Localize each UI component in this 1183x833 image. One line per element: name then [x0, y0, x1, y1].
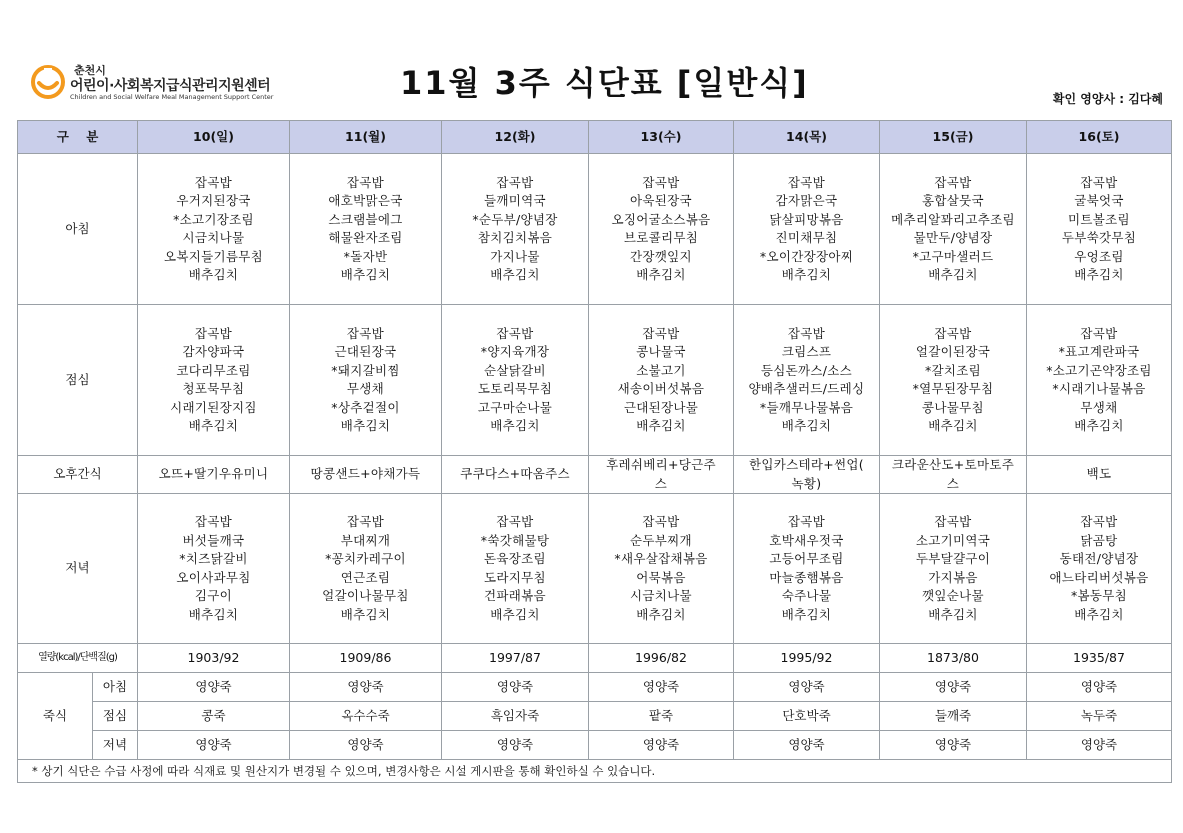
menu-item: 소불고기 — [636, 362, 686, 378]
breakfast-row — [18, 154, 1172, 305]
menu-item: 잡곡밥 — [934, 325, 972, 341]
kcal-cell: 1873/80 — [880, 644, 1027, 673]
snack-menu-cell — [290, 456, 442, 494]
porridge-cell: 옥수수죽 — [290, 702, 442, 731]
snack-menu-cell — [1027, 456, 1172, 494]
menu-item: 우거지된장국 — [176, 193, 251, 208]
menu-item: 감자맑은국 — [775, 193, 838, 208]
porridge-cell: 흑임자죽 — [442, 702, 589, 731]
porridge-cell: 영양죽 — [1027, 673, 1172, 702]
menu-item: 두부달걀구이 — [915, 551, 991, 566]
menu-item: 김구이 — [194, 588, 233, 603]
menu-item: *순두부/양념장 — [472, 211, 558, 227]
menu-item: 잡곡밥 — [787, 514, 826, 529]
day-header: 15(금) — [880, 121, 1027, 154]
porridge-cell: 영양죽 — [1027, 731, 1172, 760]
menu-item: 숙주나물 — [781, 588, 832, 603]
porridge-meal-label: 저녁 — [93, 731, 138, 760]
menu-item: 진미채무침 — [775, 230, 838, 245]
menu-item: 마늘종햄볶음 — [769, 569, 844, 585]
dietitian-confirm: 확인 영양사 : 김다혜 — [1052, 92, 1163, 106]
dinner-row — [18, 494, 1172, 644]
menu-item: 시금치나물 — [182, 230, 245, 245]
lunch-menu-cell — [442, 305, 589, 456]
menu-item: 잡곡밥 — [496, 325, 534, 341]
menu-item: 배추김치 — [490, 606, 540, 622]
menu-item: 들깨미역국 — [484, 193, 546, 208]
menu-item: 닭살피망볶음 — [769, 211, 844, 227]
menu-item: 크림스프 — [781, 344, 832, 359]
kcal-row — [18, 644, 1172, 673]
row-label-porridge: 죽식 — [18, 673, 93, 760]
porridge-breakfast-row — [18, 673, 1172, 702]
row-label-breakfast: 아침 — [18, 154, 138, 305]
porridge-cell: 영양죽 — [138, 673, 290, 702]
porridge-cell: 영양죽 — [138, 731, 290, 760]
snack-menu-cell — [880, 456, 1027, 494]
menu-item: *쑥갓해물탕 — [480, 532, 550, 548]
menu-item: 배추김치 — [490, 267, 540, 282]
porridge-cell: 콩죽 — [138, 702, 290, 731]
row-label-kcal: 열량(kcal)/단백질(g) — [18, 644, 138, 673]
footnote: * 상기 식단은 수급 사정에 따라 식재료 및 원산지가 변경될 수 있으며, 변경사항은 시설 게시판을 통해 확인하실 수 있습니다. — [18, 760, 1172, 783]
menu-item: 닭곰탕 — [1080, 532, 1118, 548]
logo-city: 춘천시 — [74, 64, 106, 77]
menu-item: 오이사과무침 — [176, 569, 251, 585]
menu-table — [17, 120, 1172, 783]
menu-item: 녹황) — [791, 475, 822, 491]
menu-item: 건파래볶음 — [484, 588, 546, 603]
menu-item: 배추김치 — [781, 418, 832, 433]
menu-item: 가지나물 — [490, 248, 540, 264]
menu-item: 잡곡밥 — [934, 174, 972, 190]
logo-center-name-en: Children and Social Welfare Meal Management Support Center — [70, 93, 274, 101]
menu-item: 고구마순나물 — [477, 399, 553, 415]
menu-item: 배추김치 — [1074, 267, 1124, 282]
menu-item: 청포묵무침 — [182, 381, 245, 396]
menu-item: 부대찌개 — [340, 532, 391, 548]
menu-item: 미트볼조림 — [1068, 211, 1130, 227]
porridge-cell: 들깨죽 — [880, 702, 1027, 731]
menu-item: 잡곡밥 — [496, 514, 534, 529]
porridge-meal-label: 점심 — [93, 702, 138, 731]
porridge-meal-label: 아침 — [93, 673, 138, 702]
breakfast-menu-cell — [1027, 154, 1172, 305]
menu-item: 굴북엇국 — [1074, 193, 1124, 208]
menu-item: 홍합살뭇국 — [922, 193, 984, 208]
menu-item: 배추김치 — [340, 606, 391, 622]
lunch-row — [18, 305, 1172, 456]
breakfast-menu-cell — [138, 154, 290, 305]
menu-item: 오징어굴소스볶음 — [611, 211, 711, 227]
menu-item: 물만두/양념장 — [913, 230, 993, 245]
day-header: 16(토) — [1027, 121, 1172, 154]
row-label-lunch: 점심 — [18, 305, 138, 456]
menu-item: 잡곡밥 — [346, 325, 385, 341]
menu-item: 배추김치 — [188, 418, 239, 433]
menu-item: 스크램블에그 — [328, 211, 403, 227]
menu-item: 쿠쿠다스+따옴주스 — [460, 466, 570, 482]
menu-item: 오복지들기름무침 — [163, 248, 263, 264]
menu-item: 참치김치볶음 — [477, 230, 553, 245]
menu-item: 시래기된장지짐 — [170, 399, 257, 415]
day-header: 10(일) — [138, 121, 290, 154]
menu-item: 연근조림 — [340, 569, 391, 585]
menu-item: 배추김치 — [340, 418, 391, 433]
menu-item: 배추김치 — [636, 267, 686, 282]
menu-item: 등심돈까스/소스 — [760, 362, 853, 378]
menu-item: 도라지무침 — [484, 569, 546, 585]
breakfast-menu-cell — [880, 154, 1027, 305]
lunch-menu-cell — [880, 305, 1027, 456]
snack-row — [18, 456, 1172, 494]
menu-item: *돼지갈비찜 — [331, 362, 400, 378]
porridge-cell: 영양죽 — [290, 731, 442, 760]
kcal-cell: 1995/92 — [734, 644, 880, 673]
menu-item: 애호박맑은국 — [328, 193, 403, 208]
kcal-cell: 1997/87 — [442, 644, 589, 673]
porridge-cell: 단호박죽 — [734, 702, 880, 731]
snack-menu-cell — [138, 456, 290, 494]
lunch-menu-cell — [589, 305, 734, 456]
porridge-cell: 영양죽 — [880, 731, 1027, 760]
menu-item: 아욱된장국 — [630, 193, 692, 208]
menu-item: 해물완자조림 — [328, 230, 403, 245]
menu-item: 잡곡밥 — [1080, 514, 1118, 529]
menu-item: 순두부찌개 — [630, 532, 692, 548]
menu-item: 후레쉬베리+당근주 — [606, 457, 716, 472]
menu-item: 잡곡밥 — [346, 174, 385, 190]
dinner-menu-cell — [734, 494, 880, 644]
note-row — [18, 760, 1172, 783]
menu-item: *소고기장조림 — [173, 211, 254, 227]
menu-item: 간장깻잎지 — [630, 248, 692, 264]
menu-item: 잡곡밥 — [1080, 325, 1118, 341]
day-header: 12(화) — [442, 121, 589, 154]
porridge-cell: 팥죽 — [589, 702, 734, 731]
menu-item: *시래기나물볶음 — [1052, 381, 1146, 396]
menu-item: *꽁치카레구이 — [325, 551, 406, 566]
menu-item: 잡곡밥 — [194, 514, 233, 529]
menu-item: *새우살잡채볶음 — [614, 551, 708, 566]
porridge-cell: 녹두죽 — [1027, 702, 1172, 731]
menu-item: 돈육장조림 — [484, 551, 546, 566]
menu-item: 배추김치 — [340, 267, 391, 282]
page-title: 11월 3주 식단표 [일반식] — [400, 64, 809, 102]
menu-item: 배추김치 — [1074, 606, 1124, 622]
dinner-menu-cell — [290, 494, 442, 644]
center-logo — [30, 62, 330, 102]
menu-item: *돌자반 — [343, 248, 388, 264]
menu-item: 고등어무조림 — [769, 551, 844, 566]
lunch-menu-cell — [138, 305, 290, 456]
menu-item: *들깨무나물볶음 — [759, 399, 854, 415]
menu-item: 근대된장국 — [334, 344, 397, 359]
kcal-cell: 1909/86 — [290, 644, 442, 673]
menu-item: 백도 — [1086, 466, 1112, 482]
porridge-dinner-row — [18, 731, 1172, 760]
menu-item: 무생채 — [1080, 399, 1118, 415]
menu-item: *봄동무침 — [1070, 588, 1128, 603]
menu-item: 양배추샐러드/드레싱 — [748, 381, 865, 396]
smile-logo-icon — [30, 64, 66, 100]
menu-item: 시금치나물 — [630, 588, 692, 603]
menu-item: 애느타리버섯볶음 — [1049, 569, 1149, 585]
menu-item: 감자양파국 — [182, 344, 245, 359]
menu-item: 무생채 — [346, 381, 385, 396]
porridge-lunch-row — [18, 702, 1172, 731]
menu-item: 배추김치 — [636, 418, 686, 433]
porridge-cell: 영양죽 — [290, 673, 442, 702]
menu-item: 배추김치 — [636, 606, 686, 622]
menu-item: 배추김치 — [928, 418, 978, 433]
row-label-dinner: 저녁 — [18, 494, 138, 644]
menu-item: 배추김치 — [188, 267, 239, 282]
snack-menu-cell — [589, 456, 734, 494]
menu-item: 땅콩샌드+야채가득 — [310, 466, 421, 482]
day-header: 11(월) — [290, 121, 442, 154]
porridge-cell: 영양죽 — [589, 673, 734, 702]
menu-item: *치즈닭갈비 — [179, 551, 248, 566]
menu-item: 잡곡밥 — [787, 174, 826, 190]
menu-item: *오이간장장아찌 — [759, 248, 854, 264]
row-label-snack: 오후간식 — [18, 456, 138, 494]
menu-item: 배추김치 — [490, 418, 540, 433]
day-header: 14(목) — [734, 121, 880, 154]
menu-item: *소고기곤약장조림 — [1046, 362, 1152, 378]
menu-item: *고구마샐러드 — [912, 248, 994, 264]
menu-item: 우엉조림 — [1074, 248, 1124, 264]
menu-item: 배추김치 — [781, 606, 832, 622]
menu-item: 오뜨+딸기우유미니 — [158, 466, 269, 482]
menu-item: 가지볶음 — [928, 569, 978, 585]
menu-item: 두부쑥갓무침 — [1061, 230, 1137, 245]
lunch-menu-cell — [290, 305, 442, 456]
menu-item: 배추김치 — [188, 606, 239, 622]
kcal-cell: 1935/87 — [1027, 644, 1172, 673]
snack-menu-cell — [442, 456, 589, 494]
breakfast-menu-cell — [442, 154, 589, 305]
kcal-cell: 1996/82 — [589, 644, 734, 673]
menu-item: 한입카스테라+썬업( — [749, 457, 864, 472]
menu-item: 순살닭갈비 — [484, 362, 546, 378]
menu-item: 배추김치 — [781, 267, 832, 282]
dinner-menu-cell — [442, 494, 589, 644]
menu-item: 잡곡밥 — [1080, 174, 1118, 190]
porridge-cell: 영양죽 — [734, 673, 880, 702]
porridge-cell: 영양죽 — [442, 673, 589, 702]
menu-item: 배추김치 — [928, 267, 978, 282]
lunch-menu-cell — [734, 305, 880, 456]
porridge-cell: 영양죽 — [589, 731, 734, 760]
kcal-cell: 1903/92 — [138, 644, 290, 673]
snack-menu-cell — [734, 456, 880, 494]
menu-item: 도토리묵무침 — [477, 381, 553, 396]
menu-item: *갈치조림 — [924, 362, 982, 378]
menu-item: 잡곡밥 — [194, 174, 233, 190]
menu-item: 버섯들깨국 — [182, 532, 245, 548]
menu-item: 콩나물국 — [636, 344, 686, 359]
division-header: 구 분 — [18, 121, 138, 154]
menu-item: 소고기미역국 — [915, 532, 991, 548]
menu-item: 잡곡밥 — [496, 174, 534, 190]
breakfast-menu-cell — [734, 154, 880, 305]
menu-item: 잡곡밥 — [642, 174, 680, 190]
porridge-cell: 영양죽 — [880, 673, 1027, 702]
breakfast-menu-cell — [290, 154, 442, 305]
menu-item: *양지육개장 — [480, 344, 550, 359]
menu-item: 크라운산도+토마토주 — [891, 457, 1015, 472]
menu-item: 잡곡밥 — [642, 514, 680, 529]
menu-item: 얼갈이나물무침 — [322, 588, 409, 603]
menu-item: 콩나물무침 — [922, 399, 984, 415]
menu-item: 근대된장나물 — [623, 399, 699, 415]
menu-item: 코다리무조림 — [176, 362, 251, 378]
menu-item: 잡곡밥 — [934, 514, 972, 529]
day-header-row — [18, 121, 1172, 154]
menu-item: 새송이버섯볶음 — [617, 381, 705, 396]
menu-item: *표고계란파국 — [1058, 344, 1140, 359]
breakfast-menu-cell — [589, 154, 734, 305]
dinner-menu-cell — [589, 494, 734, 644]
menu-item: *열무된장무침 — [912, 381, 994, 396]
dinner-menu-cell — [138, 494, 290, 644]
menu-item: 잡곡밥 — [194, 325, 233, 341]
porridge-cell: 영양죽 — [734, 731, 880, 760]
day-header: 13(수) — [589, 121, 734, 154]
menu-item: 배추김치 — [1074, 418, 1124, 433]
porridge-cell: 영양죽 — [442, 731, 589, 760]
dinner-menu-cell — [880, 494, 1027, 644]
menu-item: 어묵볶음 — [636, 569, 686, 585]
menu-item: 브로콜리무침 — [623, 230, 699, 245]
menu-item: 동태전/양념장 — [1059, 551, 1139, 566]
menu-item: 깻잎순나물 — [922, 588, 984, 603]
lunch-menu-cell — [1027, 305, 1172, 456]
menu-item: 호박새우젓국 — [769, 532, 844, 548]
menu-item: 메추리알꽈리고추조림 — [891, 211, 1015, 227]
menu-item: 얼갈이된장국 — [915, 344, 991, 359]
menu-item: 스 — [654, 475, 668, 491]
menu-item: 스 — [946, 475, 960, 491]
menu-item: 배추김치 — [928, 606, 978, 622]
logo-center-name: 어린이·사회복지급식관리지원센터 — [70, 78, 271, 94]
menu-item: 잡곡밥 — [787, 325, 826, 341]
menu-item: *상추겉절이 — [331, 399, 400, 415]
menu-item: 잡곡밥 — [346, 514, 385, 529]
menu-item: 잡곡밥 — [642, 325, 680, 341]
dinner-menu-cell — [1027, 494, 1172, 644]
